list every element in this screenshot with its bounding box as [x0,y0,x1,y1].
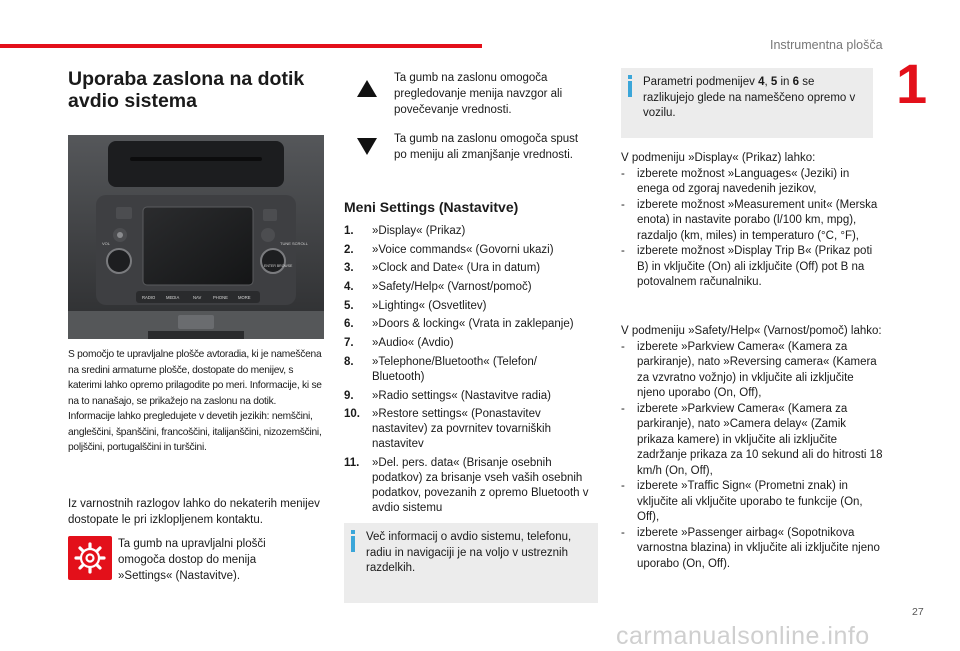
list-item: 9. »Radio settings« (Nastavitve radia) [344,389,551,402]
svg-text:ENTER BROWSE: ENTER BROWSE [264,264,293,268]
photo-btn-phone: PHONE [213,295,228,300]
list-item: 5. »Lighting« (Osvetlitev) [344,299,487,312]
svg-text:TUNE SCROLL: TUNE SCROLL [280,241,309,246]
list-item: 7. »Audio« (Avdio) [344,337,454,350]
page-title: Uporaba zaslona na dotik avdio sistema [68,68,305,112]
section-title: Instrumentna plošča [770,38,883,52]
photo-btn-nav: NAV [193,295,202,300]
page-number: 27 [912,606,924,618]
display-submenu-section [621,151,883,291]
up-button-description: Ta gumb na zaslonu omogoča pregledovanje menija navzgor ali povečevanje vrednosti. [394,72,563,116]
list-item: 2. »Voice commands« (Govorni ukazi) [344,243,554,256]
settings-menu-list [344,224,594,520]
info-text: Parametri podmenijev 4, 5 in 6 se razlikujejo glede na nameščeno opremo v vozilu. [643,76,856,119]
photo-btn-more: MORE [238,295,251,300]
list-item: 1. »Display« (Prikaz) [344,225,466,237]
safety-intro: V podmeniju »Safety/Help« (Varnost/pomoč) lahko: [621,325,882,337]
arrow-down-icon [357,138,377,155]
settings-heading: Meni Settings (Nastavitve) [344,199,519,215]
info-icon [351,530,355,552]
settings-gear-icon [68,536,112,580]
list-item: 10. »Restore settings« (Ponastavitev nastavitev) za povrnitev tovarniških nastavitev [344,408,551,451]
volume-knob [107,249,131,273]
list-item: - izberete možnost »Languages« (Jeziki) in enega od zgoraj navedenih jezikov, [621,167,850,195]
chapter-number: 1 [896,52,928,115]
down-button-description: Ta gumb na zaslonu omogoča spust po meniju ali zmanjšanje vrednosti. [394,133,579,161]
photo-caption: S pomočjo te upravljalne plošče avtoradia, ki je nameščena na sredini armaturne plošče, dostopate do menijev, s katerimi lahko opremo prilagodite po meri. Informacije, ki se na to nanašajo, se prikažejo na zaslonu na dotik. Informacije lahko pregledujete v devetih jezikih: nemščini, angleščini, španščini, francoščini, italijanščini, nizozemščini, poljščini, portugalščini in turščini. [68,349,322,453]
safety-submenu-section [621,324,883,572]
display-intro: V podmeniju »Display« (Prikaz) lahko: [621,152,816,164]
safety-paragraph: Iz varnostnih razlogov lahko do nekaterih menijev dostopate le pri izklopljenem kontaktu. [68,498,320,526]
list-item: 6. »Doors & locking« (Vrata in zaklepanje) [344,318,574,331]
tune-knob [261,249,285,273]
photo-btn-radio: RADIO [142,295,156,300]
list-item: 8. »Telephone/Bluetooth« (Telefon/ Bluetooth) [344,355,537,383]
list-item: 3. »Clock and Date« (Ura in datum) [344,262,541,275]
list-item: 11. »Del. pers. data« (Brisanje osebnih podatkov) za brisanje vseh vaših osebnih podatkov, povezanih z opremo Bluetooth v avdio sistemu [344,456,589,514]
watermark: carmanualsonline.info [616,622,870,650]
list-item: - izberete »Parkview Camera« (Kamera za parkiranje), nato »Reversing camera« (Kamera za vzvratno vožnjo) in vključite ali izključite njeno uporabo (On, Off), [621,340,877,399]
list-item: - izberete »Traffic Sign« (Prometni znak) in vključite ali vključite uporabo te funkcije (On, Off), [621,480,863,523]
list-item: - izberete možnost »Display Trip B« (Prikaz poti B) in vključite (On) ali izključite (Off) pot B na potovalnem računalniku. [621,245,873,288]
info-text: Več informacij o avdio sistemu, telefonu, radiu in navigaciji je na voljo v ustreznih razdelkih. [366,531,572,574]
arrow-up-icon [357,80,377,97]
svg-text:VOL: VOL [102,241,111,246]
radio-button-icon [116,207,132,219]
info-box-parameters [621,68,873,138]
list-item: - izberete »Passenger airbag« (Sopotnikova varnostna blazina) in vključite ali izključite njeno uporabo (On, Off). [621,526,880,570]
list-item: - izberete »Parkview Camera« (Kamera za parkiranje), nato »Camera delay« (Zamik prikaza kamere) in vključite ali izključite zadržanje prikaza za 10 sekund ali do hitrosti 18 km/h (On, Off), [621,402,883,477]
info-icon [628,75,632,97]
photo-btn-media: MEDIA [166,295,180,300]
list-item: 4. »Safety/Help« (Varnost/pomoč) [344,281,532,294]
info-box-audio [344,523,598,603]
header-accent-bar [0,44,482,48]
gear-description: Ta gumb na upravljalni plošči omogoča dostop do menija »Settings« (Nastavitve). [118,538,266,582]
list-item: - izberete možnost »Measurement unit« (Merska enota) in nastavite porabo (l/100 km, mpg), razdaljo (km, miles) in temperaturo (°C, °F), [621,198,878,242]
radio-panel-photo [68,135,324,339]
